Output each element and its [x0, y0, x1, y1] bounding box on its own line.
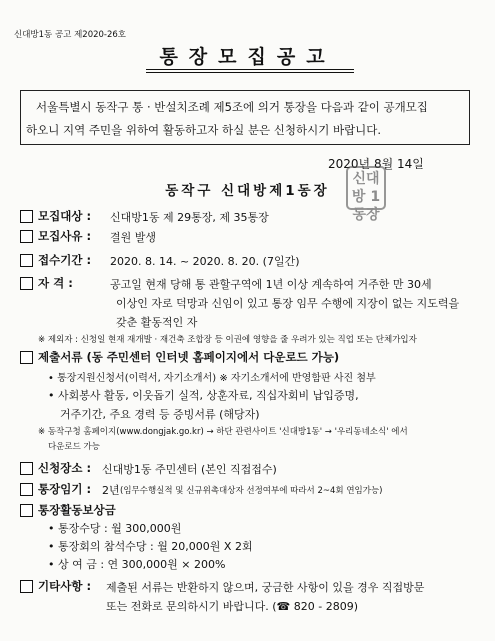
checkbox-documents — [20, 351, 33, 364]
etc-label: 기타사항 : — [38, 579, 92, 593]
compensation-line-2: • 통장회의 참석수당 : 월 20,000원 X 2회 — [48, 540, 253, 553]
issuer-name: 동작구 신대방제1동장 — [165, 183, 330, 199]
checkbox-place — [20, 462, 33, 475]
intro-line-1: 서울특별시 동작구 통 · 반설치조례 제5조에 의거 통장을 다음과 같이 공개모집 — [36, 100, 428, 114]
qualification-line-3: 갖춘 활동적인 자 — [116, 316, 198, 329]
checkbox-qualification — [20, 277, 33, 290]
documents-label: 제출서류 (동 주민센터 인터넷 홈페이지에서 다운로드 가능) — [38, 350, 340, 364]
checkbox-term — [20, 483, 33, 496]
documents-line-1: • 통장지원신청서(이력서, 자기소개서) ※ 자기소개서에 반영함판 사진 첨부 — [48, 373, 376, 384]
qualification-label: 자 격 : — [38, 276, 73, 290]
checkbox-compensation — [20, 504, 33, 517]
period-value: 2020. 8. 14. ~ 2020. 8. 20. (7일간) — [110, 255, 300, 268]
place-label: 신청장소 : — [38, 461, 92, 475]
term-value: 2년 — [102, 484, 120, 497]
checkbox-recruit — [20, 210, 33, 223]
page-title: 통장모집공고 — [159, 46, 336, 68]
term-label: 통장임기 : — [38, 482, 92, 496]
title-underline — [146, 69, 354, 70]
download-note-2: 다운로드 가능 — [48, 442, 100, 452]
place-value: 신대방1동 주민센터 (본인 직접접수) — [102, 463, 277, 476]
etc-line-1: 제출된 서류는 반환하지 않으며, 궁금한 사항이 있을 경우 직접방문 — [106, 581, 425, 594]
reason-value: 결원 발생 — [110, 231, 157, 244]
etc-line-2: 또는 전화로 문의하시기 바랍니다. (☎ 820 - 2809) — [106, 600, 358, 613]
documents-line-3: 거주기간, 주요 경력 등 증빙서류 (해당자) — [60, 408, 260, 421]
official-seal: 신대방 1동장 — [346, 166, 386, 210]
document-number: 신대방1동 공고 제2020-26호 — [14, 30, 127, 40]
checkbox-period — [20, 254, 33, 267]
reason-label: 모집사유 : — [38, 229, 92, 243]
documents-line-2: • 사회봉사 활동, 이웃돕기 실적, 상훈자료, 직십자회비 납입증명, — [48, 389, 359, 402]
title-underline-2 — [146, 72, 354, 73]
announcement-date: 2020년 8월 14일 — [328, 157, 424, 171]
checkbox-reason — [20, 230, 33, 243]
qualification-line-1: 공고일 현재 당해 통 관할구역에 1년 이상 계속하여 거주한 만 30세 — [110, 278, 432, 291]
intro-line-2: 하오니 지역 주민을 위하여 활동하고자 하실 분은 신청하시기 바랍니다. — [26, 123, 382, 137]
download-note-1: ※ 동작구청 홈페이지(www.dongjak.go.kr) → 하단 관련사이트 '신대방1동' → '우리동네소식' 에서 — [38, 427, 408, 437]
term-detail: (임무수행실적 및 신규위촉대상자 선정여부에 따라서 2~4회 연임가능) — [120, 486, 383, 496]
compensation-line-3: • 상 여 금 : 연 300,000원 × 200% — [48, 558, 226, 571]
recruit-value: 신대방1동 제 29통장, 제 35통장 — [110, 211, 269, 224]
checkbox-etc — [20, 580, 33, 593]
period-label: 접수기간 : — [38, 253, 92, 267]
exclusion-note: ※ 제외자 : 신청일 현재 재개발 · 재건축 조합장 등 이권에 영향을 줄 우려가 있는 직업 또는 단체가입자 — [38, 335, 417, 345]
recruit-label: 모집대상 : — [38, 209, 92, 223]
compensation-label: 통장활동보상금 — [38, 503, 116, 517]
qualification-line-2: 이상인 자로 덕망과 신임이 있고 통장 임무 수행에 지장이 없는 지도력을 — [116, 297, 460, 310]
compensation-line-1: • 통장수당 : 월 300,000원 — [48, 522, 182, 535]
